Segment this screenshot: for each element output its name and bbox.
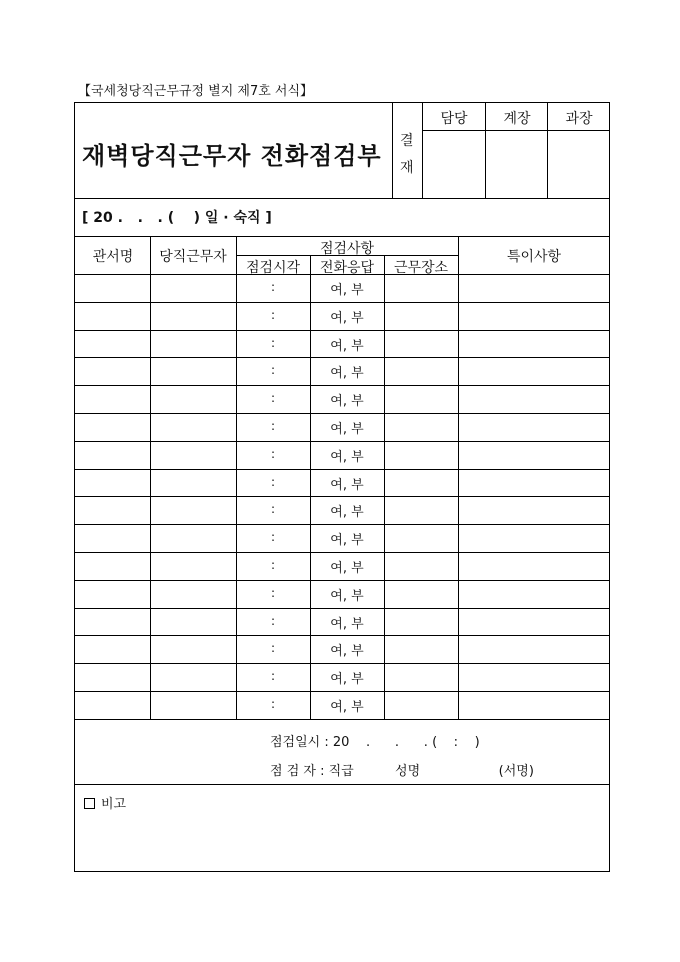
title-divider	[392, 102, 393, 198]
signature-box-chief[interactable]	[486, 131, 547, 198]
check-time-cell[interactable]: :	[270, 474, 276, 489]
form-reference: 【국세청당직근무규정 별지 제7호 서식】	[78, 84, 314, 99]
table-row	[74, 663, 610, 664]
header-office: 관서명	[92, 249, 134, 265]
check-time-cell[interactable]: :	[270, 307, 276, 322]
table-row	[74, 441, 610, 442]
inspection-datetime: 점검일시 : 20 . . . ( : )	[270, 735, 480, 750]
date-separator	[74, 236, 610, 237]
table-row	[74, 496, 610, 497]
remark-label: 비고	[101, 797, 127, 812]
phone-response-cell[interactable]: 여, 부	[330, 505, 364, 521]
phone-response-cell[interactable]: 여, 부	[330, 477, 364, 493]
table-row	[74, 552, 610, 553]
check-time-cell[interactable]: :	[270, 391, 276, 406]
col-line-1	[150, 236, 151, 719]
approval-label-top: 결	[400, 133, 414, 149]
remark-separator	[74, 784, 610, 785]
check-time-cell[interactable]: :	[270, 613, 276, 628]
check-time-cell[interactable]: :	[270, 558, 276, 572]
check-time-cell[interactable]: :	[270, 697, 276, 711]
check-time-cell[interactable]: :	[270, 585, 276, 600]
table-row	[74, 691, 610, 692]
col-line-5	[458, 236, 459, 719]
col-line-4	[384, 255, 385, 719]
table-bottom-line	[74, 719, 610, 720]
table-row	[74, 608, 610, 609]
signature-box-section-head[interactable]	[548, 131, 610, 198]
table-row	[74, 524, 610, 525]
phone-response-cell[interactable]: 여, 부	[330, 449, 364, 465]
table-row	[74, 580, 610, 581]
header-check-time: 점검시각	[245, 260, 301, 276]
table-row	[74, 469, 610, 470]
phone-response-cell[interactable]: 여, 부	[330, 283, 364, 298]
check-time-cell[interactable]: :	[270, 669, 276, 684]
phone-response-cell[interactable]: 여, 부	[330, 338, 364, 354]
signature-box-manager[interactable]	[423, 131, 485, 198]
phone-response-cell[interactable]: 여, 부	[330, 366, 364, 382]
header-phone-response: 전화응답	[319, 260, 375, 276]
header-check-items: 점검사항	[319, 241, 375, 257]
phone-response-cell[interactable]: 여, 부	[330, 644, 364, 660]
phone-response-cell[interactable]: 여, 부	[330, 588, 364, 604]
inspector-line: 점 검 자 : 직급 성명 (서명)	[270, 764, 534, 779]
header-remarks: 특이사항	[506, 249, 562, 265]
approval-col-chief: 계장	[503, 111, 531, 127]
check-time-cell[interactable]: :	[270, 641, 276, 656]
approval-label-bottom: 재	[400, 160, 414, 176]
table-row	[74, 302, 610, 303]
check-time-cell[interactable]: :	[270, 502, 276, 517]
table-row	[74, 357, 610, 358]
table-row	[74, 385, 610, 386]
approval-col-section-head: 과장	[565, 111, 593, 127]
phone-response-cell[interactable]: 여, 부	[330, 394, 364, 410]
check-items-subline	[236, 255, 458, 256]
phone-response-cell[interactable]: 여, 부	[330, 422, 364, 437]
phone-response-cell[interactable]: 여, 부	[330, 616, 364, 632]
remark-checkbox[interactable]	[84, 798, 95, 809]
phone-response-cell[interactable]: 여, 부	[330, 533, 364, 549]
phone-response-cell[interactable]: 여, 부	[330, 672, 364, 688]
check-time-cell[interactable]: :	[270, 335, 276, 350]
phone-response-cell[interactable]: 여, 부	[330, 700, 364, 715]
page-title: 재벽당직근무자 전화점검부	[82, 142, 382, 170]
table-row	[74, 330, 610, 331]
header-separator	[74, 198, 610, 199]
check-time-cell[interactable]: :	[270, 530, 276, 545]
check-time-cell[interactable]: :	[270, 419, 276, 433]
check-time-cell[interactable]: :	[270, 363, 276, 378]
table-row	[74, 413, 610, 414]
phone-response-cell[interactable]: 여, 부	[330, 310, 364, 326]
check-time-cell[interactable]: :	[270, 446, 276, 461]
table-row	[74, 635, 610, 636]
header-duty-worker: 당직근무자	[159, 249, 227, 265]
remark-section	[84, 793, 126, 812]
phone-response-cell[interactable]: 여, 부	[330, 561, 364, 576]
table-row	[74, 274, 610, 275]
check-time-cell[interactable]: :	[270, 280, 276, 294]
duty-date-line: [ 20 . . . ( ) 일 · 숙직 ]	[82, 210, 272, 226]
header-work-location: 근무장소	[393, 260, 449, 276]
approval-col-manager: 담당	[440, 111, 468, 127]
